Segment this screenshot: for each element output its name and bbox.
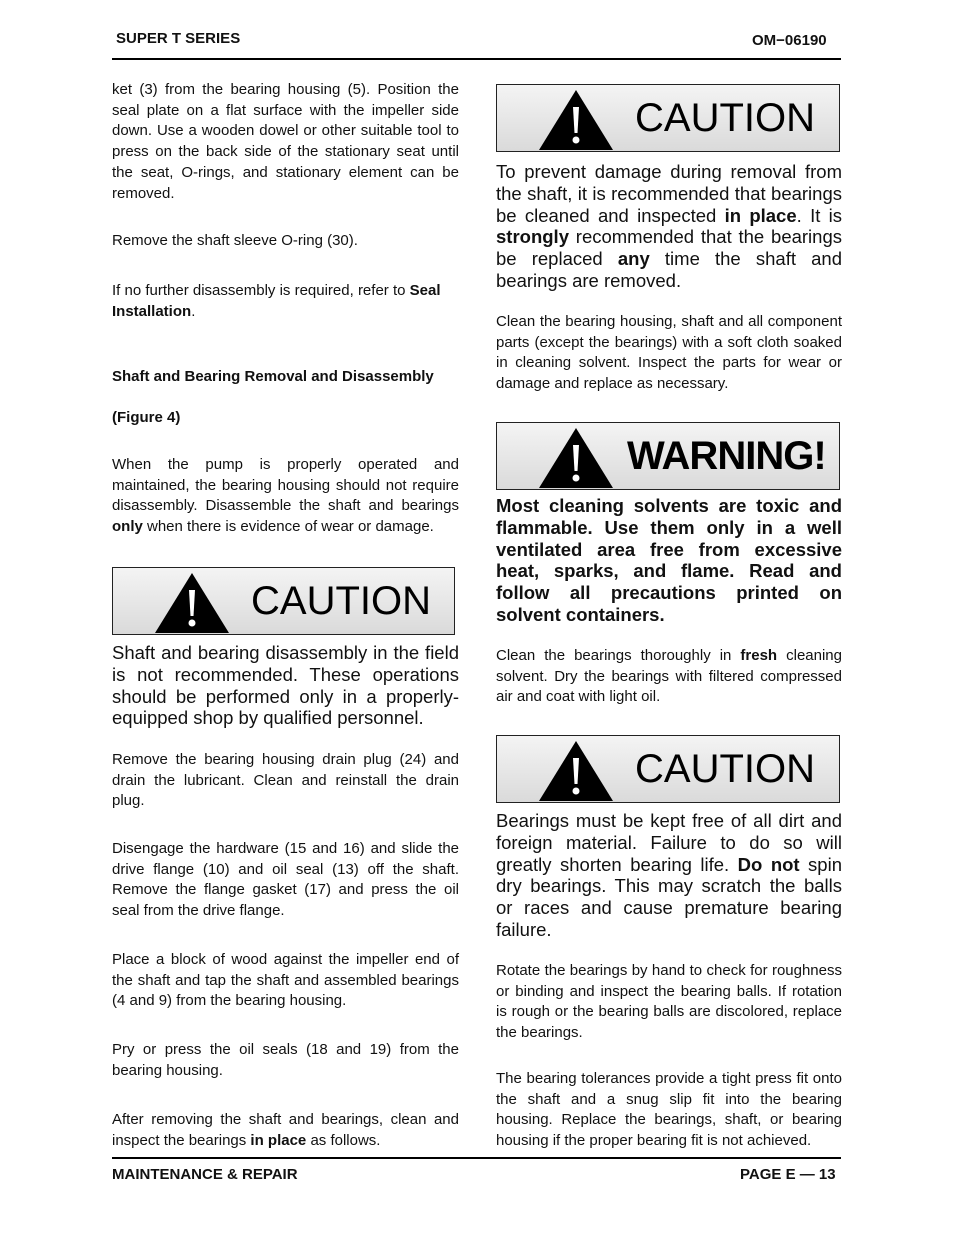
caution-text-left: Shaft and bearing disassembly in the field is not recommended. These operations should be performed only in a properly-equipped shop by qualified personnel.	[112, 642, 459, 729]
left-paragraph-6: Disengage the hardware (15 and 16) and slide the drive flange (10) and oil seal (13) off the shaft. Remove the flange gasket (17) and press the oil seal from the drive flange.	[112, 840, 459, 920]
caution-box-left	[112, 567, 455, 635]
section-heading: Shaft and Bearing Removal and Disassembly	[112, 368, 434, 385]
seal-installation-ref: Seal Installation	[112, 282, 441, 320]
header-rule	[112, 58, 841, 60]
warning-triangle-icon	[537, 427, 615, 489]
caution-text-right-1: To prevent damage during removal from the shaft, it is recommended that bearings be cleaned and inspected in place. It is strongly recommended that the bearings be replaced any time the shaft and bearings are removed.	[496, 161, 843, 291]
footer-section: MAINTENANCE & REPAIR	[112, 1166, 298, 1183]
figure-reference: (Figure 4)	[112, 409, 181, 426]
right-paragraph-4: The bearing tolerances provide a tight press fit onto the shaft and a snug slip fit into the bearing housing. Replace the bearings, shaft, or bearing housing if the proper bearing fit is not achieved.	[496, 1070, 842, 1150]
warning-text: Most cleaning solvents are toxic and flammable. Use them only in a well ventilated area free from excessive heat, sparks, and flame. Read and follow all precautions printed on solvent containers.	[496, 495, 842, 625]
warning-label: WARNING!	[627, 434, 826, 478]
left-paragraph-7: Place a block of wood against the impeller end of the shaft and tap the shaft and assembled bearings (4 and 9) from the bearing housing.	[112, 951, 459, 1010]
warning-box	[496, 422, 840, 490]
caution-label: CAUTION	[635, 747, 815, 791]
footer-rule	[112, 1157, 841, 1159]
caution-text-right-2: Bearings must be kept free of all dirt and foreign material. Failure to do so will greatly shorten bearing life. Do not spin dry bearings. This may scratch the balls or races and cause premature bearing failure.	[496, 810, 842, 940]
warning-triangle-icon	[537, 89, 615, 151]
header-series: SUPER T SERIES	[116, 30, 241, 47]
left-paragraph-4: When the pump is properly operated and maintained, the bearing housing should not require disassembly. Disassemble the shaft and bearings only when there is evidence of wear or damage.	[112, 456, 459, 536]
left-paragraph-1: ket (3) from the bearing housing (5). Position the seal plate on a flat surface with the impeller side down. Use a wooden dowel or other suitable tool to press on the back side of the stationary seat until the seat, O-rings, and stationary element can be removed.	[112, 81, 459, 202]
caution-box-right-2	[496, 735, 840, 803]
warning-triangle-icon	[537, 740, 615, 802]
left-paragraph-2: Remove the shaft sleeve O-ring (30).	[112, 232, 358, 249]
caution-box-right-1	[496, 84, 840, 152]
left-paragraph-3: If no further disassembly is required, refer to Seal Installation.	[112, 282, 441, 320]
left-paragraph-9: After removing the shaft and bearings, clean and inspect the bearings in place as follows.	[112, 1111, 459, 1149]
left-paragraph-8: Pry or press the oil seals (18 and 19) from the bearing housing.	[112, 1041, 459, 1079]
warning-triangle-icon	[153, 572, 231, 634]
right-paragraph-3: Rotate the bearings by hand to check for roughness or binding and inspect the bearing balls. If rotation is rough or the bearing balls are discolored, replace the bearings.	[496, 962, 842, 1042]
caution-label: CAUTION	[251, 579, 431, 623]
caution-label: CAUTION	[635, 96, 815, 140]
left-paragraph-5: Remove the bearing housing drain plug (24) and drain the lubricant. Clean and reinstall the drain plug.	[112, 751, 459, 810]
footer-page-number: PAGE E — 13	[740, 1166, 836, 1183]
right-paragraph-1: Clean the bearing housing, shaft and all component parts (except the bearings) with a soft cloth soaked in cleaning solvent. Inspect the parts for wear or damage and replace as necessary.	[496, 313, 842, 393]
right-paragraph-2: Clean the bearings thoroughly in fresh cleaning solvent. Dry the bearings with filtered compressed air and coat with light oil.	[496, 647, 842, 706]
header-doc-number: OM−06190	[752, 32, 827, 49]
